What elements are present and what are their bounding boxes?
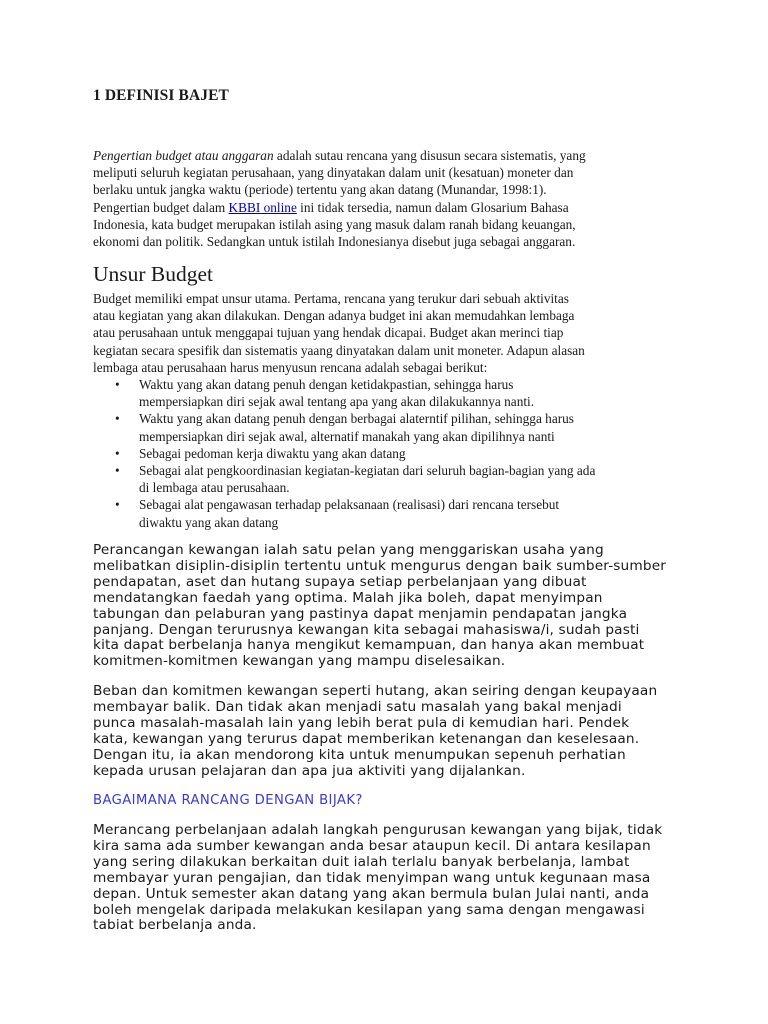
unsur-line: atau perusahaan untuk menggapai tujuan yang hendak dicapai. Budget akan merinci tiap <box>93 325 564 341</box>
intro-line-2: meliputi seluruh kegiatan perusahaan, yang dinyatakan dalam unit (kesatuan) moneter dan <box>93 165 574 181</box>
heading-definisi-bajet: 1 DEFINISI BAJET <box>93 87 229 104</box>
paragraph-line: kepada urusan pelajaran dan apa jua aktiviti yang dijalankan. <box>93 762 526 779</box>
list-item-line: mempersiapkan diri sejak awal, alternatif manakah yang akan dipilihnya nanti <box>139 428 555 444</box>
bullet-icon: • <box>115 377 120 393</box>
bullet-icon: • <box>115 497 120 513</box>
list-item <box>93 496 683 530</box>
list-item <box>93 462 683 496</box>
list-item <box>93 445 683 462</box>
kbbi-online-link[interactable]: KBBI online <box>228 199 297 215</box>
bullet-icon: • <box>115 411 120 427</box>
paragraph-line: Beban dan komitmen kewangan seperti hutang, akan seiring dengan keupayaan <box>93 683 658 699</box>
intro-line-4-post: ini tidak tersedia, namun dalam Glosarium Bahasa <box>296 199 569 215</box>
list-item-line: Sebagai alat pengawasan terhadap pelaksanaan (realisasi) dari rencana tersebut <box>139 497 560 513</box>
paragraph-beban <box>93 684 683 779</box>
paragraph-line: tabiat berbelanja anda. <box>93 917 257 934</box>
paragraph-line: panjang. Dengan terurusnya kewangan kita sebagai mahasiswa/i, sudah pasti <box>93 621 640 638</box>
paragraph-line: kita dapat berbelanja hanya mengikut kemampuan, dan hanya akan membuat <box>93 637 645 654</box>
intro-line-5: Indonesia, kata budget merupakan istilah asing yang masuk dalam ranah bidang keuangan, <box>93 216 576 232</box>
intro-line-3: berlaku untuk jangka waktu (periode) tertentu yang akan datang (Munandar, 1998:1). <box>93 182 547 198</box>
list-item-line: Sebagai pedoman kerja diwaktu yang akan datang <box>139 445 406 461</box>
paragraph-line: membayar yuran pengajian, dan tidak menyimpan wang untuk kegunaan masa <box>93 869 651 886</box>
paragraph-line: melibatkan disiplin-disiplin tertentu untuk mengurus dengan baik sumber-sumber <box>93 557 667 574</box>
intro-italic-lead: Pengertian budget atau anggaran <box>93 148 274 163</box>
paragraph-line: boleh mengelak daripada melakukan kesilapan yang sama dengan mengawasi <box>93 901 645 918</box>
paragraph-line: yang sering dilakukan berkaitan duit ialah terlalu banyak berbelanja, lambat <box>93 853 630 870</box>
intro-line-1 <box>93 147 683 164</box>
unsur-line: atau kegiatan yang akan dilakukan. Dengan adanya budget ini akan memudahkan lembaga <box>93 308 575 324</box>
paragraph-merancang <box>93 823 683 934</box>
intro-paragraph <box>93 147 683 250</box>
paragraph-line: tabungan dan pelaburan yang pastinya dapat menjamin pendapatan jangka <box>93 605 628 622</box>
list-item-line: diwaktu yang akan datang <box>139 514 279 530</box>
unsur-line: kegiatan secara spesifik dan sistematis yaang dinyatakan dalam unit moneter. Adapun alasan <box>93 342 585 358</box>
paragraph-line: mendatangkan faedah yang optima. Malah jika boleh, dapat menyimpan <box>93 589 603 606</box>
unsur-line: lembaga atau perusahaan harus menyusun rencana adalah sebagai berikut: <box>93 359 488 375</box>
list-item-line: Waktu yang akan datang penuh dengan berbagai alaterntif pilihan, sehingga harus <box>139 411 574 427</box>
list-item-line: mempersiapkan diri sejak awal tentang apa yang akan dilakukannya nanti. <box>139 394 535 410</box>
unsur-paragraph <box>93 290 683 531</box>
heading-unsur-budget: Unsur Budget <box>93 262 214 286</box>
list-item-line: di lembaga atau perusahaan. <box>139 480 290 496</box>
intro-line-4-pre: Pengertian budget dalam <box>93 199 229 215</box>
paragraph-line: Merancang perbelanjaan adalah langkah pengurusan kewangan yang bijak, tidak <box>93 822 663 838</box>
paragraph-line: kata, kewangan yang terurus dapat memberikan ketenangan dan keselesaan. <box>93 730 640 747</box>
paragraph-line: komitmen-komitmen kewangan yang mampu diselesaikan. <box>93 653 506 670</box>
paragraph-line: Perancangan kewangan ialah satu pelan yang menggariskan usaha yang <box>93 542 604 558</box>
list-item <box>93 410 683 444</box>
bullet-icon: • <box>115 463 120 479</box>
heading-bagaimana-rancang: BAGAIMANA RANCANG DENGAN BIJAK? <box>93 793 363 808</box>
paragraph-line: Dengan itu, ia akan mendorong kita untuk menumpukan sepenuh perhatian <box>93 746 626 763</box>
paragraph-line: punca masalah-masalah lain yang lebih berat pula di kemudian hari. Pendek <box>93 714 630 731</box>
paragraph-line: pendapatan, aset dan hutang supaya setiap perbelanjaan yang dibuat <box>93 573 587 590</box>
intro-line-1-text: adalah sutau rencana yang disusun secara sistematis, yang <box>273 148 586 163</box>
reasons-bullet-list <box>93 376 683 531</box>
unsur-line: Budget memiliki empat unsur utama. Pertama, rencana yang terukur dari sebuah aktivitas <box>93 291 569 306</box>
list-item-line: Sebagai alat pengkoordinasian kegiatan-kegiatan dari seluruh bagian-bagian yang ada <box>139 463 596 479</box>
bullet-icon: • <box>115 445 120 461</box>
intro-line-4 <box>93 199 683 216</box>
paragraph-line: membayar balik. Dan tidak akan menjadi satu masalah yang bakal menjadi <box>93 698 622 715</box>
paragraph-line: depan. Untuk semester akan datang yang akan bermula bulan Julai nanti, anda <box>93 885 650 902</box>
paragraph-line: kira sama ada sumber kewangan anda besar ataupun kecil. Di antara kesilapan <box>93 837 651 854</box>
paragraph-perancangan <box>93 543 683 670</box>
list-item-line: Waktu yang akan datang penuh dengan ketidakpastian, sehingga harus <box>139 377 514 393</box>
intro-line-6: ekonomi dan politik. Sedangkan untuk istilah Indonesianya disebut juga sebagai anggaran. <box>93 234 576 250</box>
list-item <box>93 376 683 410</box>
